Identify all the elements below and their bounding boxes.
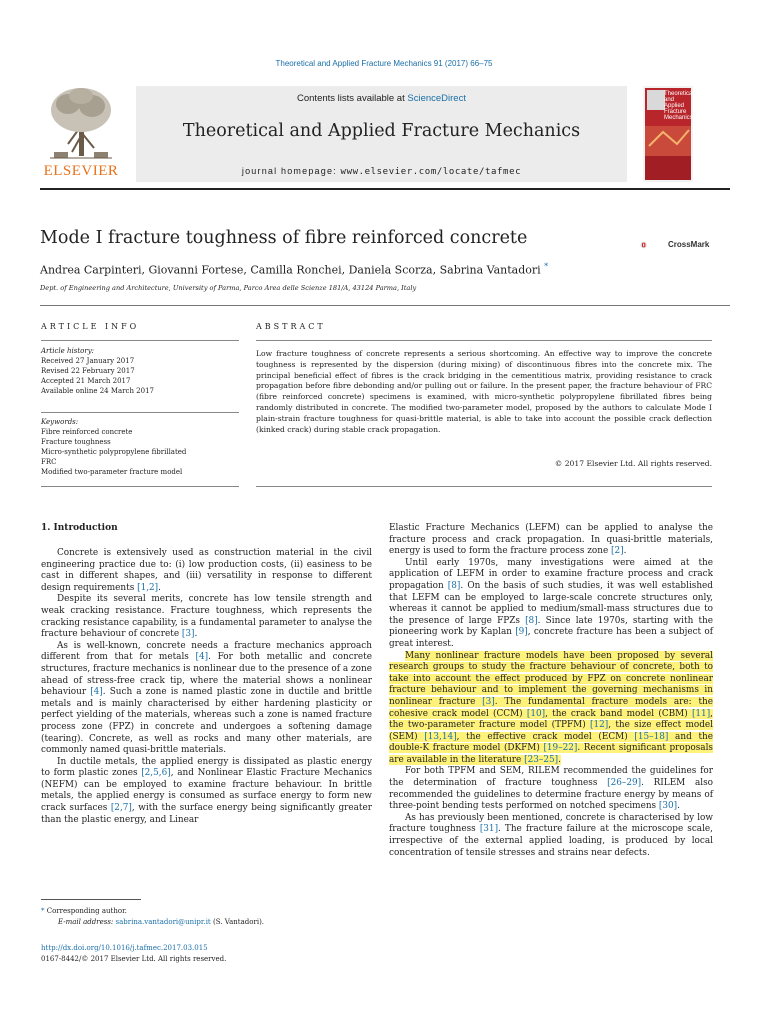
- left-column: [41, 548, 372, 826]
- corresponding-author-mark[interactable]: *: [544, 262, 549, 271]
- history-label: Article history:: [41, 347, 95, 355]
- footnote-rule: [41, 899, 141, 900]
- history-online: Available online 24 March 2017: [41, 387, 155, 395]
- reference-link[interactable]: [12]: [589, 720, 609, 731]
- intro-paragraph-5: Elastic Fracture Mechanics (LEFM) can be applied to analyse the fracture process and crack propagation. In quasi-brittle materials, energy is used to form the fracture process zone [2].: [389, 523, 713, 557]
- email-suffix: (S. Vantadori).: [210, 918, 265, 926]
- intro-paragraph-1: Concrete is extensively used as construction material in the civil engineering practice due to: (i) low production costs, (ii) easiness to be cast in different shapes, and (iii) versatility in response to different design requirements [1,2].: [41, 548, 372, 593]
- footnote-mark: *: [41, 907, 45, 915]
- crossmark-label[interactable]: CrossMark: [668, 240, 710, 249]
- elsevier-wordmark: ELSEVIER: [43, 163, 119, 179]
- affiliation: Dept. of Engineering and Architecture, University of Parma, Parco Area delle Scienze 181/A, 43124 Parma, Italy: [40, 284, 417, 292]
- cover-title-text: Theoretical and Applied Fracture Mechanics: [664, 91, 694, 121]
- header-divider: [40, 305, 730, 306]
- keywords-rule: [41, 412, 239, 413]
- corresponding-author-footnote: [41, 907, 127, 915]
- reference-link[interactable]: [26–29]: [607, 778, 642, 789]
- reference-link[interactable]: [3]: [482, 696, 495, 707]
- keywords-label: Keywords:: [41, 418, 79, 426]
- homepage-url[interactable]: www.elsevier.com/locate/tafmec: [340, 167, 522, 177]
- reference-link[interactable]: [30]: [658, 801, 678, 812]
- intro-paragraph-2: Despite its several merits, concrete has low tensile strength and weak cracking resistance. Fracture toughness, which represents the cracking resistance capability, is a fundamental parameter to analyse the fracture behaviour of concrete [3].: [41, 594, 372, 640]
- history-revised: Revised 22 February 2017: [41, 367, 135, 375]
- intro-paragraph-4: In ductile metals, the applied energy is dissipated as plastic energy to form plastic zones [2,5,6], and Nonlinear Elastic Fracture Mechanics (NEFM) can be employed to examine fracture behaviour. In brittle metals, the applied energy is consumed as surface energy to form new crack surfaces [2,7], with the surface energy being significantly greater than the plastic energy, and Linear: [41, 756, 372, 825]
- footnote-label: Corresponding author.: [46, 907, 127, 915]
- journal-citation[interactable]: Theoretical and Applied Fracture Mechanics 91 (2017) 66–75: [275, 59, 493, 68]
- reference-link[interactable]: [9]: [515, 627, 528, 638]
- intro-paragraph-6: Until early 1970s, many investigations were aimed at the application of LEFM in order to examine fracture process and crack propagation [8]. On the basis of such studies, it was well established that LEFM can be employed to large-scale concrete structures only, whereas it cannot be applied to medium/small-mass structures due to the presence of large FPZs [8]. Since late 1970s, starting with the pioneering work by Kaplan [9], concrete fracture has been a subject of great interest.: [389, 557, 713, 649]
- reference-link[interactable]: [19–22]: [543, 743, 578, 754]
- email-link[interactable]: sabrina.vantadori@unipr.it: [115, 918, 211, 926]
- contents-line: [136, 93, 627, 104]
- reference-link[interactable]: [31]: [479, 824, 499, 835]
- abstract-heading: ABSTRACT: [256, 322, 326, 331]
- reference-link[interactable]: [2,5,6]: [141, 768, 171, 779]
- reference-link[interactable]: [8]: [525, 615, 538, 626]
- article-info-heading: ARTICLE INFO: [41, 322, 140, 331]
- section-heading-introduction: 1. Introduction: [41, 523, 118, 533]
- intro-paragraph-9: As has previously been mentioned, concrete is characterised by low fracture toughness [31]. The fracture failure at the microscope scale, irrespective of the external applied loading, is produced by local concentration of tensile stresses and strains near defects.: [389, 812, 713, 858]
- reference-link[interactable]: [23–25]: [524, 754, 559, 765]
- keywords: [41, 417, 186, 477]
- doi-link[interactable]: http://dx.doi.org/10.1016/j.tafmec.2017.03.015: [41, 944, 208, 952]
- reference-link[interactable]: [1,2]: [137, 582, 159, 593]
- keyword-item: Fibre reinforced concrete: [41, 428, 133, 436]
- journal-homepage: [136, 166, 627, 177]
- contents-prefix: Contents lists available at: [297, 93, 408, 104]
- paper-title: Mode I fracture toughness of fibre reinforced concrete: [40, 228, 528, 248]
- intro-paragraph-8: For both TPFM and SEM, RILEM recommended the guidelines for the determination of fracture toughness [26–29]. RILEM also recommended the guidelines to determine fracture energy by means of three-point bending tests performed on notched specimens [30].: [389, 766, 714, 812]
- crossmark-icon[interactable]: [640, 232, 666, 258]
- intro-paragraph-3: As is well-known, concrete needs a fracture mechanics approach different from that for metals [4]. For both metallic and concrete structures, fracture mechanics is nonlinear due to the presence of a zone ahead of stress-free crack tip, where the material shows a nonlinear behaviour [4]. Such a zone is named plastic zone in ductile and brittle metals and is mainly characterised by either hardening plasticity or perfect yielding of the materials, whereas such a zone is named fracture process zone (FPZ) in concrete and undergoes a softening damage (tearing). Concrete, as well as rocks and many other materials, are commonly named quasi-brittle materials.: [41, 640, 372, 756]
- email-footnote: [58, 918, 264, 926]
- issn-copyright: 0167-8442/© 2017 Elsevier Ltd. All rights reserved.: [41, 955, 227, 963]
- reference-link[interactable]: [10]: [526, 708, 546, 719]
- authors-text: Andrea Carpinteri, Giovanni Fortese, Camilla Ronchei, Daniela Scorza, Sabrina Vantadori: [40, 263, 541, 277]
- masthead-rule: [40, 188, 730, 190]
- elsevier-logo[interactable]: [40, 86, 122, 182]
- abstract-bottom-rule: [256, 486, 712, 487]
- keyword-item: Micro-synthetic polypropylene fibrillated: [41, 448, 187, 456]
- reference-link[interactable]: [15–18]: [634, 731, 669, 742]
- abstract-rule: [256, 340, 712, 341]
- journal-masthead: [136, 86, 627, 182]
- email-prefix: E-mail address:: [58, 918, 116, 926]
- keyword-item: FRC: [41, 458, 57, 466]
- reference-link[interactable]: [2,7]: [110, 803, 132, 814]
- history-accepted: Accepted 21 March 2017: [41, 377, 131, 385]
- info-bottom-rule: [41, 486, 239, 487]
- elsevier-tree-icon: [46, 86, 116, 160]
- highlighted-paragraph: Many nonlinear fracture models have been proposed by several research groups to study the fracture behaviour of concrete, both to take into account the effect produced by FPZ on concrete nonlinear fracture behaviour and to implement the governing mechanisms in nonlinear fracture [3]. The fundamental fracture models are: the cohesive crack model (CCM) [10], the crack band model (CBM) [11], the two-parameter fracture model (TPFM) [12], the size effect model (SEM) [13,14], the effective crack model (ECM) [15–18] and the double-K fracture model (DKFM) [19–22]. Recent significant proposals are available in the literature [23–25].: [389, 650, 713, 765]
- journal-title: Theoretical and Applied Fracture Mechanics: [182, 121, 581, 141]
- reference-link[interactable]: [4]: [195, 652, 209, 663]
- keyword-item: Fracture toughness: [41, 438, 111, 446]
- history-received: Received 27 January 2017: [41, 357, 135, 365]
- article-info-rule: [41, 340, 239, 341]
- reference-link[interactable]: [11]: [691, 708, 711, 719]
- article-history: [41, 346, 154, 396]
- reference-link[interactable]: [2]: [611, 546, 624, 557]
- homepage-prefix: journal homepage:: [241, 166, 341, 176]
- abstract-copyright: © 2017 Elsevier Ltd. All rights reserved.: [554, 459, 712, 468]
- reference-link[interactable]: [3]: [181, 629, 195, 640]
- abstract-text: Low fracture toughness of concrete represents a serious shortcoming. An effective way to improve the concrete toughness is represented by the dispersion (during mixing) of discontinuous fibres into the concrete mix. The principal beneficial effect of fibres is the crack bridging in the cementitious matrix, providing resistance to crack propagation before fibre debonding and/or pulling out or failure. In the present paper, the fracture behaviour of FRC (fibre reinforced concrete) specimens is examined, with micro-synthetic polypropylene fibrillated fibres being randomly distributed in concrete. The modified two-parameter model, proposed by the authors to calculate Mode I plain-strain fracture toughness for quasi-brittle material, is able to take into account the possible crack deflection (kinked crack) during stable crack propagation.: [256, 349, 712, 434]
- author-list: [40, 262, 548, 277]
- right-column: [389, 523, 713, 859]
- keyword-item: Modified two-parameter fracture model: [41, 468, 183, 476]
- reference-link[interactable]: [4]: [90, 687, 103, 698]
- reference-link[interactable]: [8]: [447, 580, 461, 591]
- sciencedirect-link[interactable]: ScienceDirect: [407, 93, 466, 104]
- reference-link[interactable]: [13,14]: [424, 731, 457, 742]
